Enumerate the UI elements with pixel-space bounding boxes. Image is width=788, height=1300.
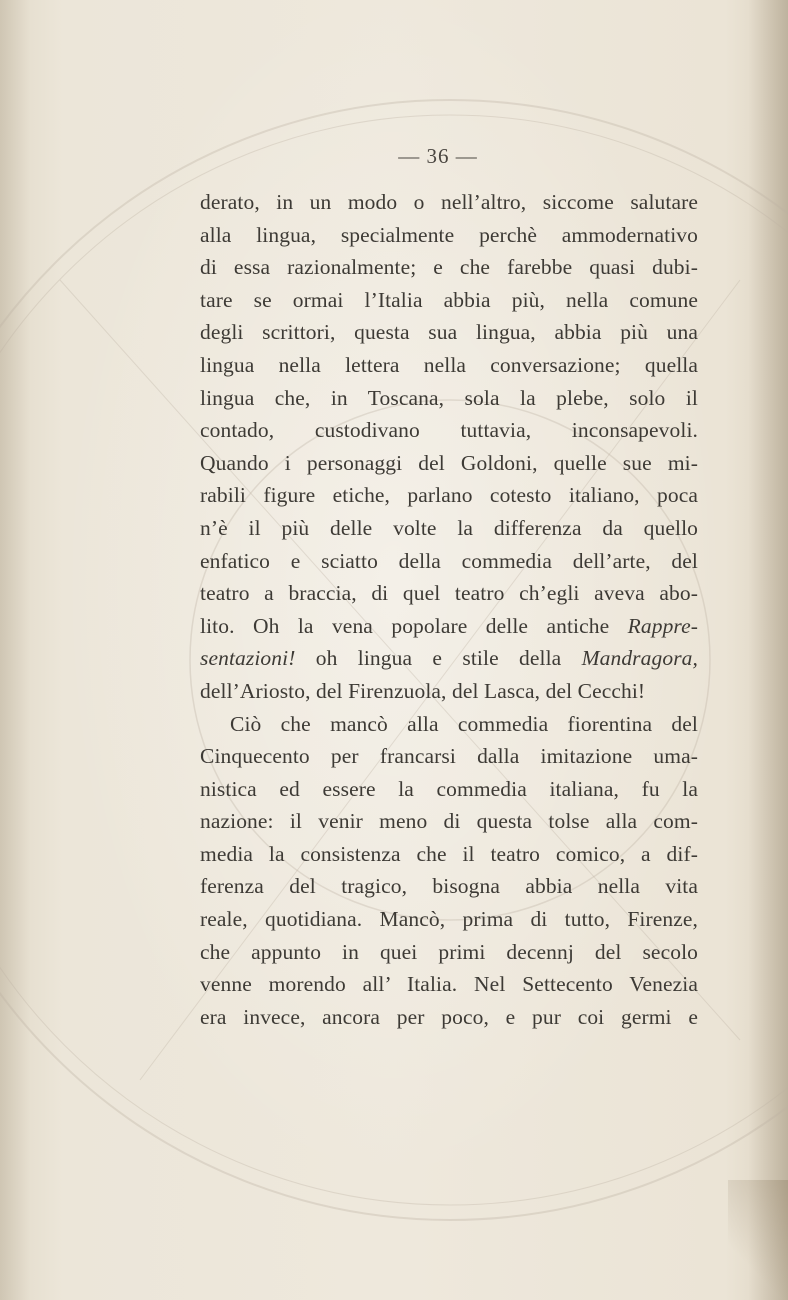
text-line: tare se ormai l’Italia abbia più, nella comune xyxy=(200,287,698,312)
text-line: teatro a braccia, di quel teatro ch’egli aveva abo- xyxy=(200,581,698,606)
text-line: di essa razionalmente; e che farebbe quasi dubi- xyxy=(200,255,698,280)
text-line: era invece, ancora per poco, e pur coi germi e xyxy=(200,1004,698,1029)
text-line: degli scrittori, questa sua lingua, abbia più una xyxy=(200,320,698,345)
text-line: reale, quotidiana. Mancò, prima di tutto, Firenze, xyxy=(200,907,698,932)
page-body xyxy=(200,186,698,1033)
text-line: Quando i personaggi del Goldoni, quelle sue mi- xyxy=(200,450,698,475)
text-line: derato, in un modo o nell’altro, siccome salutare xyxy=(200,190,698,214)
page-left-shadow xyxy=(0,0,30,1300)
text-line: nazione: il venir meno di questa tolse alla com- xyxy=(200,809,698,834)
text-line: alla lingua, specialmente perchè ammodernativo xyxy=(200,222,698,247)
text-line: nistica ed essere la commedia italiana, fu la xyxy=(200,776,698,801)
text-line xyxy=(200,610,698,643)
text-line: media la consistenza che il teatro comico, a dif- xyxy=(200,841,698,866)
italic-title: sentazioni! xyxy=(200,646,296,671)
text-span: lito. Oh la vena popolare delle antiche xyxy=(200,613,628,638)
paragraph-end-line: dell’Ariosto, del Firenzuola, del Lasca, del Cecchi! xyxy=(200,678,646,703)
italic-title: Mandragora, xyxy=(581,646,698,671)
italic-title: Rappre- xyxy=(627,613,698,638)
text-line: contado, custodivano tuttavia, inconsapevoli. xyxy=(200,418,698,443)
text-line: lingua che, in Toscana, sola la plebe, solo il xyxy=(200,385,698,410)
text-line: venne morendo all’ Italia. Nel Settecento Venezia xyxy=(200,972,698,997)
text-span: oh lingua e stile della xyxy=(295,646,582,671)
text-line xyxy=(200,642,698,675)
text-line: enfatico e sciatto della commedia dell’arte, del xyxy=(200,548,698,573)
page-right-shadow xyxy=(748,0,788,1300)
page-corner-stain xyxy=(728,1180,788,1300)
text-line: rabili figure etiche, parlano cotesto italiano, poca xyxy=(200,483,698,508)
text-line: n’è il più delle volte la differenza da quello xyxy=(200,515,698,540)
page-number: — 36 — xyxy=(398,144,478,168)
text-line: Cinquecento per francarsi dalla imitazione uma- xyxy=(200,744,698,769)
paragraph-start-line: Ciò che mancò alla commedia fiorentina del xyxy=(230,711,698,736)
text-line: che appunto in quei primi decennj del secolo xyxy=(200,939,698,964)
text-line: lingua nella lettera nella conversazione; quella xyxy=(200,352,698,377)
text-line: ferenza del tragico, bisogna abbia nella vita xyxy=(200,874,698,899)
